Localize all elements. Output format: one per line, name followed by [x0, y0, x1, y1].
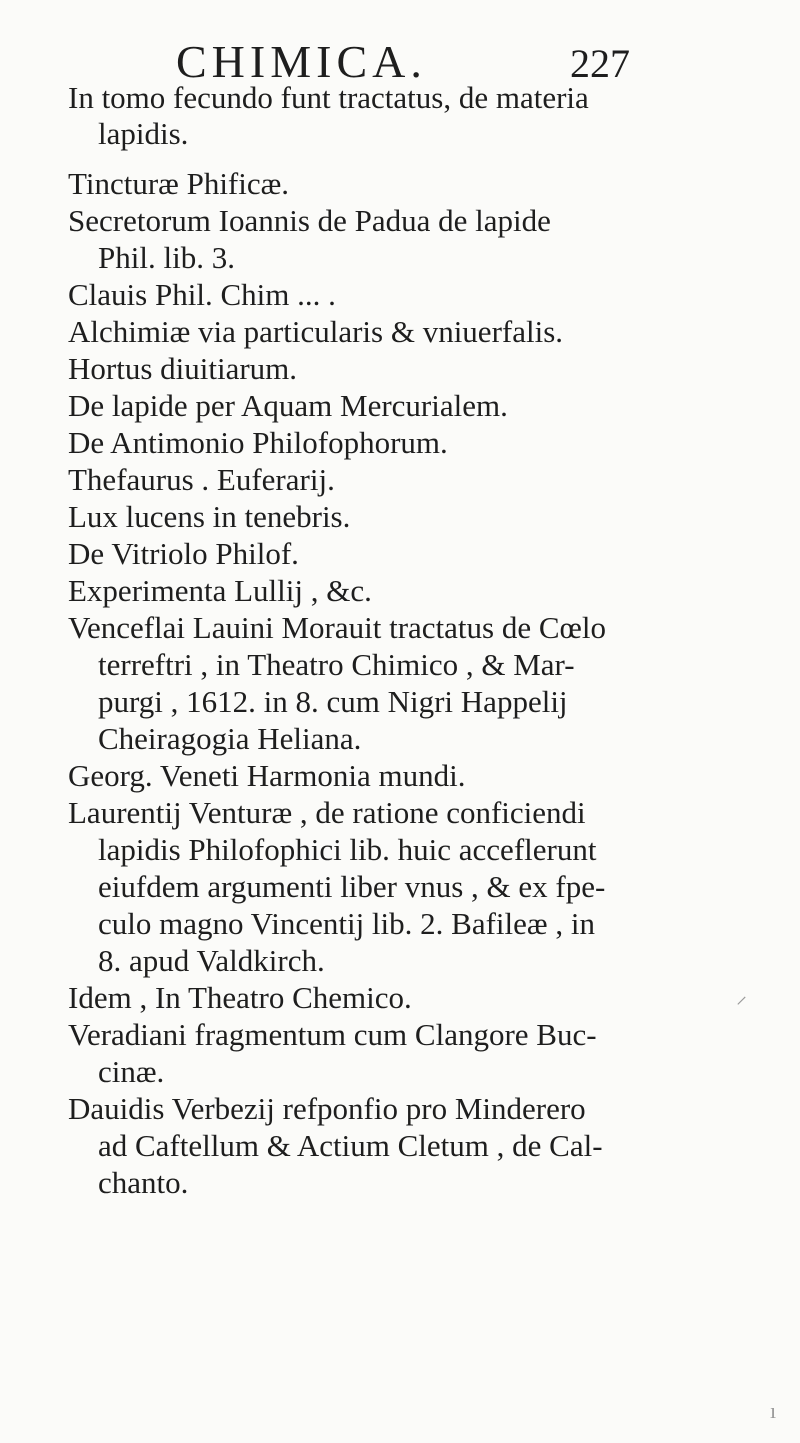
- ink-speck-mark: ı: [770, 1398, 777, 1423]
- text-line: eiufdem argumenti liber vnus , & ex fpe-: [98, 869, 606, 904]
- text-line: Cheiragogia Heliana.: [98, 721, 362, 756]
- text-line: lapidis.: [98, 116, 189, 151]
- text-line: Alchimiæ via particularis & vniuerfalis.: [68, 314, 564, 349]
- text-line: Lux lucens in tenebris.: [68, 499, 351, 534]
- text-line: Dauidis Verbezij refponfio pro Minderero: [68, 1091, 586, 1126]
- text-line: Georg. Veneti Harmonia mundi.: [68, 758, 466, 793]
- text-line: Clauis Phil. Chim ... .: [68, 277, 336, 312]
- text-line: culo magno Vincentij lib. 2. Bafileæ , in: [98, 906, 595, 941]
- text-line: De lapide per Aquam Mercurialem.: [68, 388, 508, 423]
- text-line: cinæ.: [98, 1054, 165, 1089]
- text-line: Phil. lib. 3.: [98, 240, 235, 275]
- text-line: lapidis Philofophici lib. huic acceflerunt: [98, 832, 597, 867]
- text-line: purgi , 1612. in 8. cum Nigri Happelij: [98, 684, 568, 719]
- text-line: Tincturæ Phificæ.: [68, 166, 290, 201]
- text-line: Veradiani fragmentum cum Clangore Buc-: [68, 1017, 597, 1052]
- page-number: 227: [570, 41, 630, 86]
- text-line: Venceflai Lauini Morauit tractatus de Cœlo: [68, 610, 607, 645]
- text-line: Idem , In Theatro Chemico.: [68, 980, 412, 1015]
- text-line: terreftri , in Theatro Chimico , & Mar-: [98, 647, 575, 682]
- text-line: De Antimonio Philofophorum.: [68, 425, 448, 460]
- text-line: Hortus diuitiarum.: [68, 351, 298, 386]
- text-line: chanto.: [98, 1165, 189, 1200]
- ink-speck-mark: ⸝: [736, 983, 748, 1008]
- text-line: Laurentij Venturæ , de ratione conficiendi: [68, 795, 586, 830]
- text-line: In tomo fecundo funt tractatus, de materia: [68, 80, 589, 115]
- text-line: Experimenta Lullij , &c.: [68, 573, 372, 608]
- text-line: 8. apud Valdkirch.: [98, 943, 325, 978]
- text-line: Thefaurus . Euferarij.: [68, 462, 335, 497]
- text-line: De Vitriolo Philof.: [68, 536, 299, 571]
- text-line: ad Caftellum & Actium Cletum , de Cal-: [98, 1128, 603, 1163]
- running-title: CHIMICA.: [176, 36, 427, 87]
- text-line: Secretorum Ioannis de Padua de lapide: [68, 203, 551, 238]
